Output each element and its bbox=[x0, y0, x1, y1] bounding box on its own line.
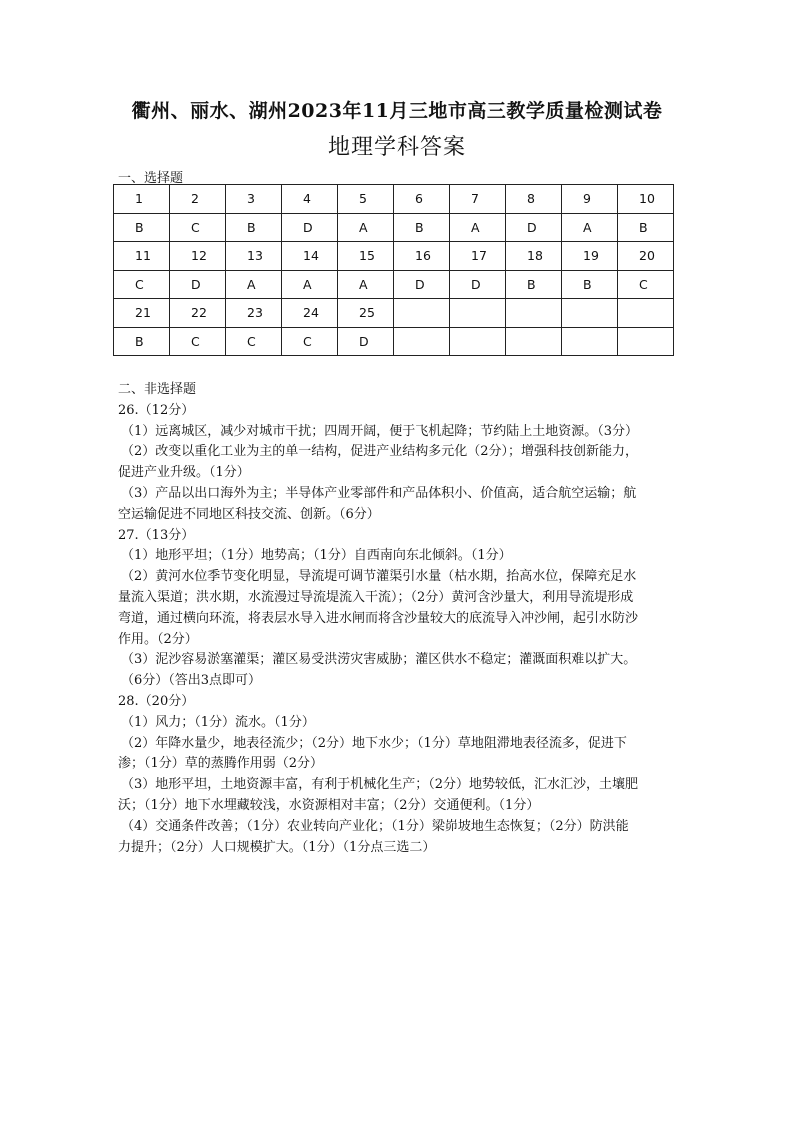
answer-line: 弯道，通过横向环流，将表层水导入进水闸而将含沙量较大的底流导入冲沙闸，起引水防沙 bbox=[118, 610, 639, 626]
answer-table bbox=[113, 184, 674, 356]
answer-line: （1）地形平坦；（1分）地势高；（1分）自西南向东北倾斜。（1分） bbox=[121, 548, 512, 564]
table-cell: 14 bbox=[282, 242, 338, 271]
answer-line: 27.（13分） bbox=[118, 527, 195, 543]
answer-line: 量流入渠道；洪水期，水流漫过导流堤流入干流）；（2分）黄河含沙量大，利用导流堤形成 bbox=[118, 589, 634, 605]
table-cell bbox=[394, 327, 450, 356]
table-cell: 25 bbox=[338, 299, 394, 328]
table-cell: 24 bbox=[282, 299, 338, 328]
answer-line: （2）黄河水位季节变化明显，导流堤可调节灌渠引水量（枯水期，抬高水位，保障充足水 bbox=[121, 569, 637, 585]
page-subtitle: 地理学科答案 bbox=[327, 135, 466, 160]
section-heading-choice: 一、选择题 bbox=[118, 171, 184, 186]
answer-line: 渗；（1分）草的蒸腾作用弱（2分） bbox=[118, 756, 324, 772]
table-cell: C bbox=[618, 270, 674, 299]
table-cell bbox=[562, 299, 618, 328]
answer-line: 力提升；（2分）人口规模扩大。（1分）（1分点三选二） bbox=[118, 839, 436, 855]
answer-line: （2）改变以重化工业为主的单一结构，促进产业结构多元化（2分）；增强科技创新能力， bbox=[121, 444, 639, 460]
answer-line: （2）年降水量少，地表径流少；（2分）地下水少；（1分）草地阻滞地表径流多，促进下 bbox=[121, 735, 627, 751]
table-cell: D bbox=[506, 213, 562, 242]
table-cell: 4 bbox=[282, 185, 338, 214]
table-row bbox=[114, 242, 674, 271]
table-cell: 21 bbox=[114, 299, 170, 328]
table-cell bbox=[618, 327, 674, 356]
table-cell: C bbox=[170, 327, 226, 356]
answer-lines bbox=[118, 401, 684, 859]
table-cell: 6 bbox=[394, 185, 450, 214]
answer-line: 作用。（2分） bbox=[118, 631, 198, 647]
table-cell: C bbox=[170, 213, 226, 242]
table-cell: D bbox=[170, 270, 226, 299]
table-cell: 17 bbox=[450, 242, 506, 271]
table-cell: C bbox=[114, 270, 170, 299]
table-cell: D bbox=[394, 270, 450, 299]
table-row bbox=[114, 213, 674, 242]
table-cell: B bbox=[114, 327, 170, 356]
table-cell: B bbox=[618, 213, 674, 242]
table-cell bbox=[506, 299, 562, 328]
table-cell: C bbox=[282, 327, 338, 356]
table-cell: A bbox=[338, 213, 394, 242]
answer-line: （4）交通条件改善；（1分）农业转向产业化；（1分）梁峁坡地生态恢复；（2分）防洪能 bbox=[121, 818, 629, 834]
table-cell: 7 bbox=[450, 185, 506, 214]
table-row bbox=[114, 270, 674, 299]
table-cell: D bbox=[282, 213, 338, 242]
table-cell: 18 bbox=[506, 242, 562, 271]
table-cell bbox=[394, 299, 450, 328]
table-cell: 5 bbox=[338, 185, 394, 214]
table-cell: B bbox=[114, 213, 170, 242]
table-cell: A bbox=[226, 270, 282, 299]
table-cell: 8 bbox=[506, 185, 562, 214]
table-cell bbox=[562, 327, 618, 356]
table-cell: B bbox=[506, 270, 562, 299]
answer-line: （3）泥沙容易淤塞灌渠；灌区易受洪涝灾害威胁；灌区供水不稳定；灌溉面积难以扩大。 bbox=[121, 652, 637, 668]
table-cell: 16 bbox=[394, 242, 450, 271]
table-cell: 20 bbox=[618, 242, 674, 271]
table-cell bbox=[506, 327, 562, 356]
table-cell: 23 bbox=[226, 299, 282, 328]
table-cell: 12 bbox=[170, 242, 226, 271]
table-cell: 10 bbox=[618, 185, 674, 214]
answer-line: （1）风力；（1分）流水。（1分） bbox=[121, 714, 315, 730]
table-cell: 1 bbox=[114, 185, 170, 214]
table-cell: B bbox=[226, 213, 282, 242]
table-cell: 3 bbox=[226, 185, 282, 214]
table-cell: B bbox=[394, 213, 450, 242]
table-cell: B bbox=[562, 270, 618, 299]
answer-line: 沃；（1分）地下水埋藏较浅，水资源相对丰富；（2分）交通便利。（1分） bbox=[118, 797, 540, 813]
section-heading-non-choice: 二、非选择题 bbox=[118, 382, 197, 397]
table-cell: 11 bbox=[114, 242, 170, 271]
table-cell: 9 bbox=[562, 185, 618, 214]
table-cell: A bbox=[562, 213, 618, 242]
table-cell bbox=[450, 299, 506, 328]
answer-line: （6分）（答出3点即可） bbox=[121, 673, 262, 689]
table-cell: 15 bbox=[338, 242, 394, 271]
table-cell bbox=[618, 299, 674, 328]
answer-line: 28.（20分） bbox=[118, 693, 195, 709]
table-cell: D bbox=[338, 327, 394, 356]
answer-line: （1）远离城区，减少对城市干扰；四周开阔，便于飞机起降；节约陆上土地资源。（3分） bbox=[121, 423, 639, 439]
answer-line: （3）产品以出口海外为主；半导体产业零部件和产品体积小、价值高，适合航空运输；航 bbox=[121, 485, 637, 501]
table-cell: C bbox=[226, 327, 282, 356]
table-cell: 19 bbox=[562, 242, 618, 271]
table-row bbox=[114, 299, 674, 328]
table-row bbox=[114, 185, 674, 214]
table-row bbox=[114, 327, 674, 356]
table-cell: 13 bbox=[226, 242, 282, 271]
table-cell: 22 bbox=[170, 299, 226, 328]
table-cell: A bbox=[338, 270, 394, 299]
table-cell: A bbox=[282, 270, 338, 299]
answer-line: （3）地形平坦，土地资源丰富，有利于机械化生产；（2分）地势较低，汇水汇沙，土壤肥 bbox=[121, 777, 639, 793]
table-cell: 2 bbox=[170, 185, 226, 214]
answer-line: 空运输促进不同地区科技交流、创新。（6分） bbox=[118, 506, 380, 522]
table-cell bbox=[450, 327, 506, 356]
page-title: 衢州、丽水、湖州2023年11月三地市高三教学质量检测试卷 bbox=[131, 100, 663, 122]
non-choice-section bbox=[118, 380, 684, 858]
table-cell: D bbox=[450, 270, 506, 299]
answer-line: 26.（12分） bbox=[118, 402, 195, 418]
answer-line: 促进产业升级。（1分） bbox=[118, 465, 250, 481]
table-cell: A bbox=[450, 213, 506, 242]
